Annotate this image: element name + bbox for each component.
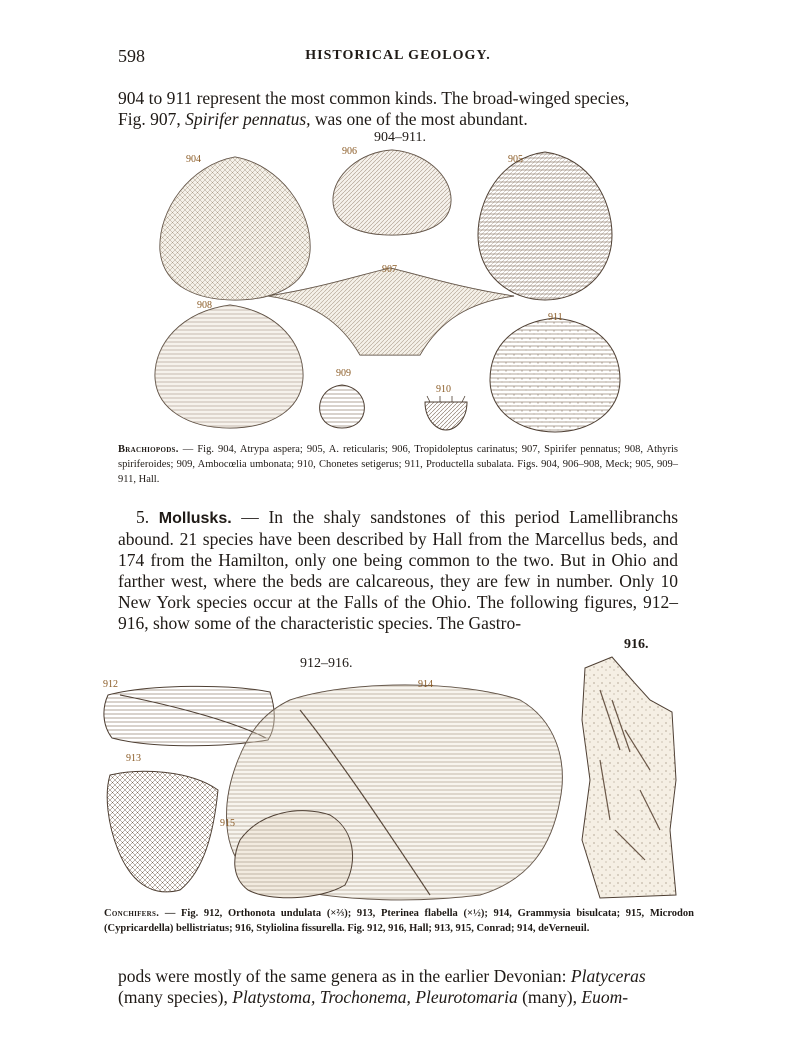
- fig-number-907: 907: [382, 264, 397, 275]
- final-line-1: pods were mostly of the same genera as in the earlier Devonian: Platyceras: [118, 966, 646, 986]
- fig-number-912: 912: [103, 679, 118, 690]
- fig-number-905: 905: [508, 154, 523, 165]
- fig-number-904: 904: [186, 154, 201, 165]
- fig-number-906: 906: [342, 146, 357, 157]
- fig-number-913: 913: [126, 753, 141, 764]
- figure-group-label-904-911: 904–911.: [374, 130, 426, 145]
- figure-label-916: 916.: [624, 637, 649, 652]
- caption-lead-brachiopods: Brachiopods.: [118, 444, 179, 455]
- section-heading: Mollusks.: [158, 510, 232, 527]
- fig-number-915: 915: [220, 818, 235, 829]
- intro-line-1: 904 to 911 represent the most common kinds. The broad-winged species,: [118, 88, 630, 108]
- fig-number-909: 909: [336, 368, 351, 379]
- caption-conchifers: [104, 906, 694, 936]
- section-number: 5.: [136, 507, 150, 527]
- intro-line-2: Fig. 907, Spirifer pennatus, was one of the most abundant.: [118, 109, 528, 129]
- figure-group-label-912-916: 912–916.: [300, 656, 353, 671]
- fig-912-orthonota: [104, 686, 274, 745]
- running-title: HISTORICAL GEOLOGY.: [305, 48, 491, 63]
- caption-text-brachiopods: — Fig. 904, Atrypa aspera; 905, A. reticularis; 906, Tropidoleptus carinatus; 907, Spirifer pennatus; 908, Athyris spiriferoides; 909, Ambocœlia umbonata; 910, Chonetes setigerus; 911, Productella subalata. Figs. 904, 906–908, Meck; 905, 909–911, Hall.: [118, 444, 678, 485]
- fig-number-908: 908: [197, 300, 212, 311]
- fig-913-pterinea: [107, 771, 218, 892]
- fig-number-910: 910: [436, 384, 451, 395]
- fig-number-911: 911: [548, 312, 563, 323]
- fig-number-914: 914: [418, 679, 433, 690]
- final-line-2: (many species), Platystoma, Trochonema, Pleurotomaria (many), Euom-: [118, 987, 629, 1007]
- caption-lead-conchifers: Conchifers.: [104, 908, 160, 919]
- fig-916-styliolina: [582, 657, 676, 898]
- caption-text-conchifers: — Fig. 912, Orthonota undulata (×⅔); 913, Pterinea flabella (×½); 914, Grammysia bisulcata; 915, Microdon (Cypricardella) bellistriatus; 916, Styliolina fissurella. Fig. 912, 916, Hall; 913, 915, Conrad; 914, deVerneuil.: [104, 908, 694, 934]
- page-number: 598: [118, 46, 145, 66]
- section-text: — In the shaly sandstones of this period Lamellibranchs abound. 21 species have been described by Hall from the Marcellus beds, and 174 from the Hamilton, only one being common to the two. But in Ohio and farther west, where the beds are calcareous, they are few in number. Only 10 New York species occur at the Falls of the Ohio. The following figures, 912–916, show some of the characteristic species. The Gastro-: [118, 507, 679, 633]
- final-paragraph: [118, 966, 678, 1008]
